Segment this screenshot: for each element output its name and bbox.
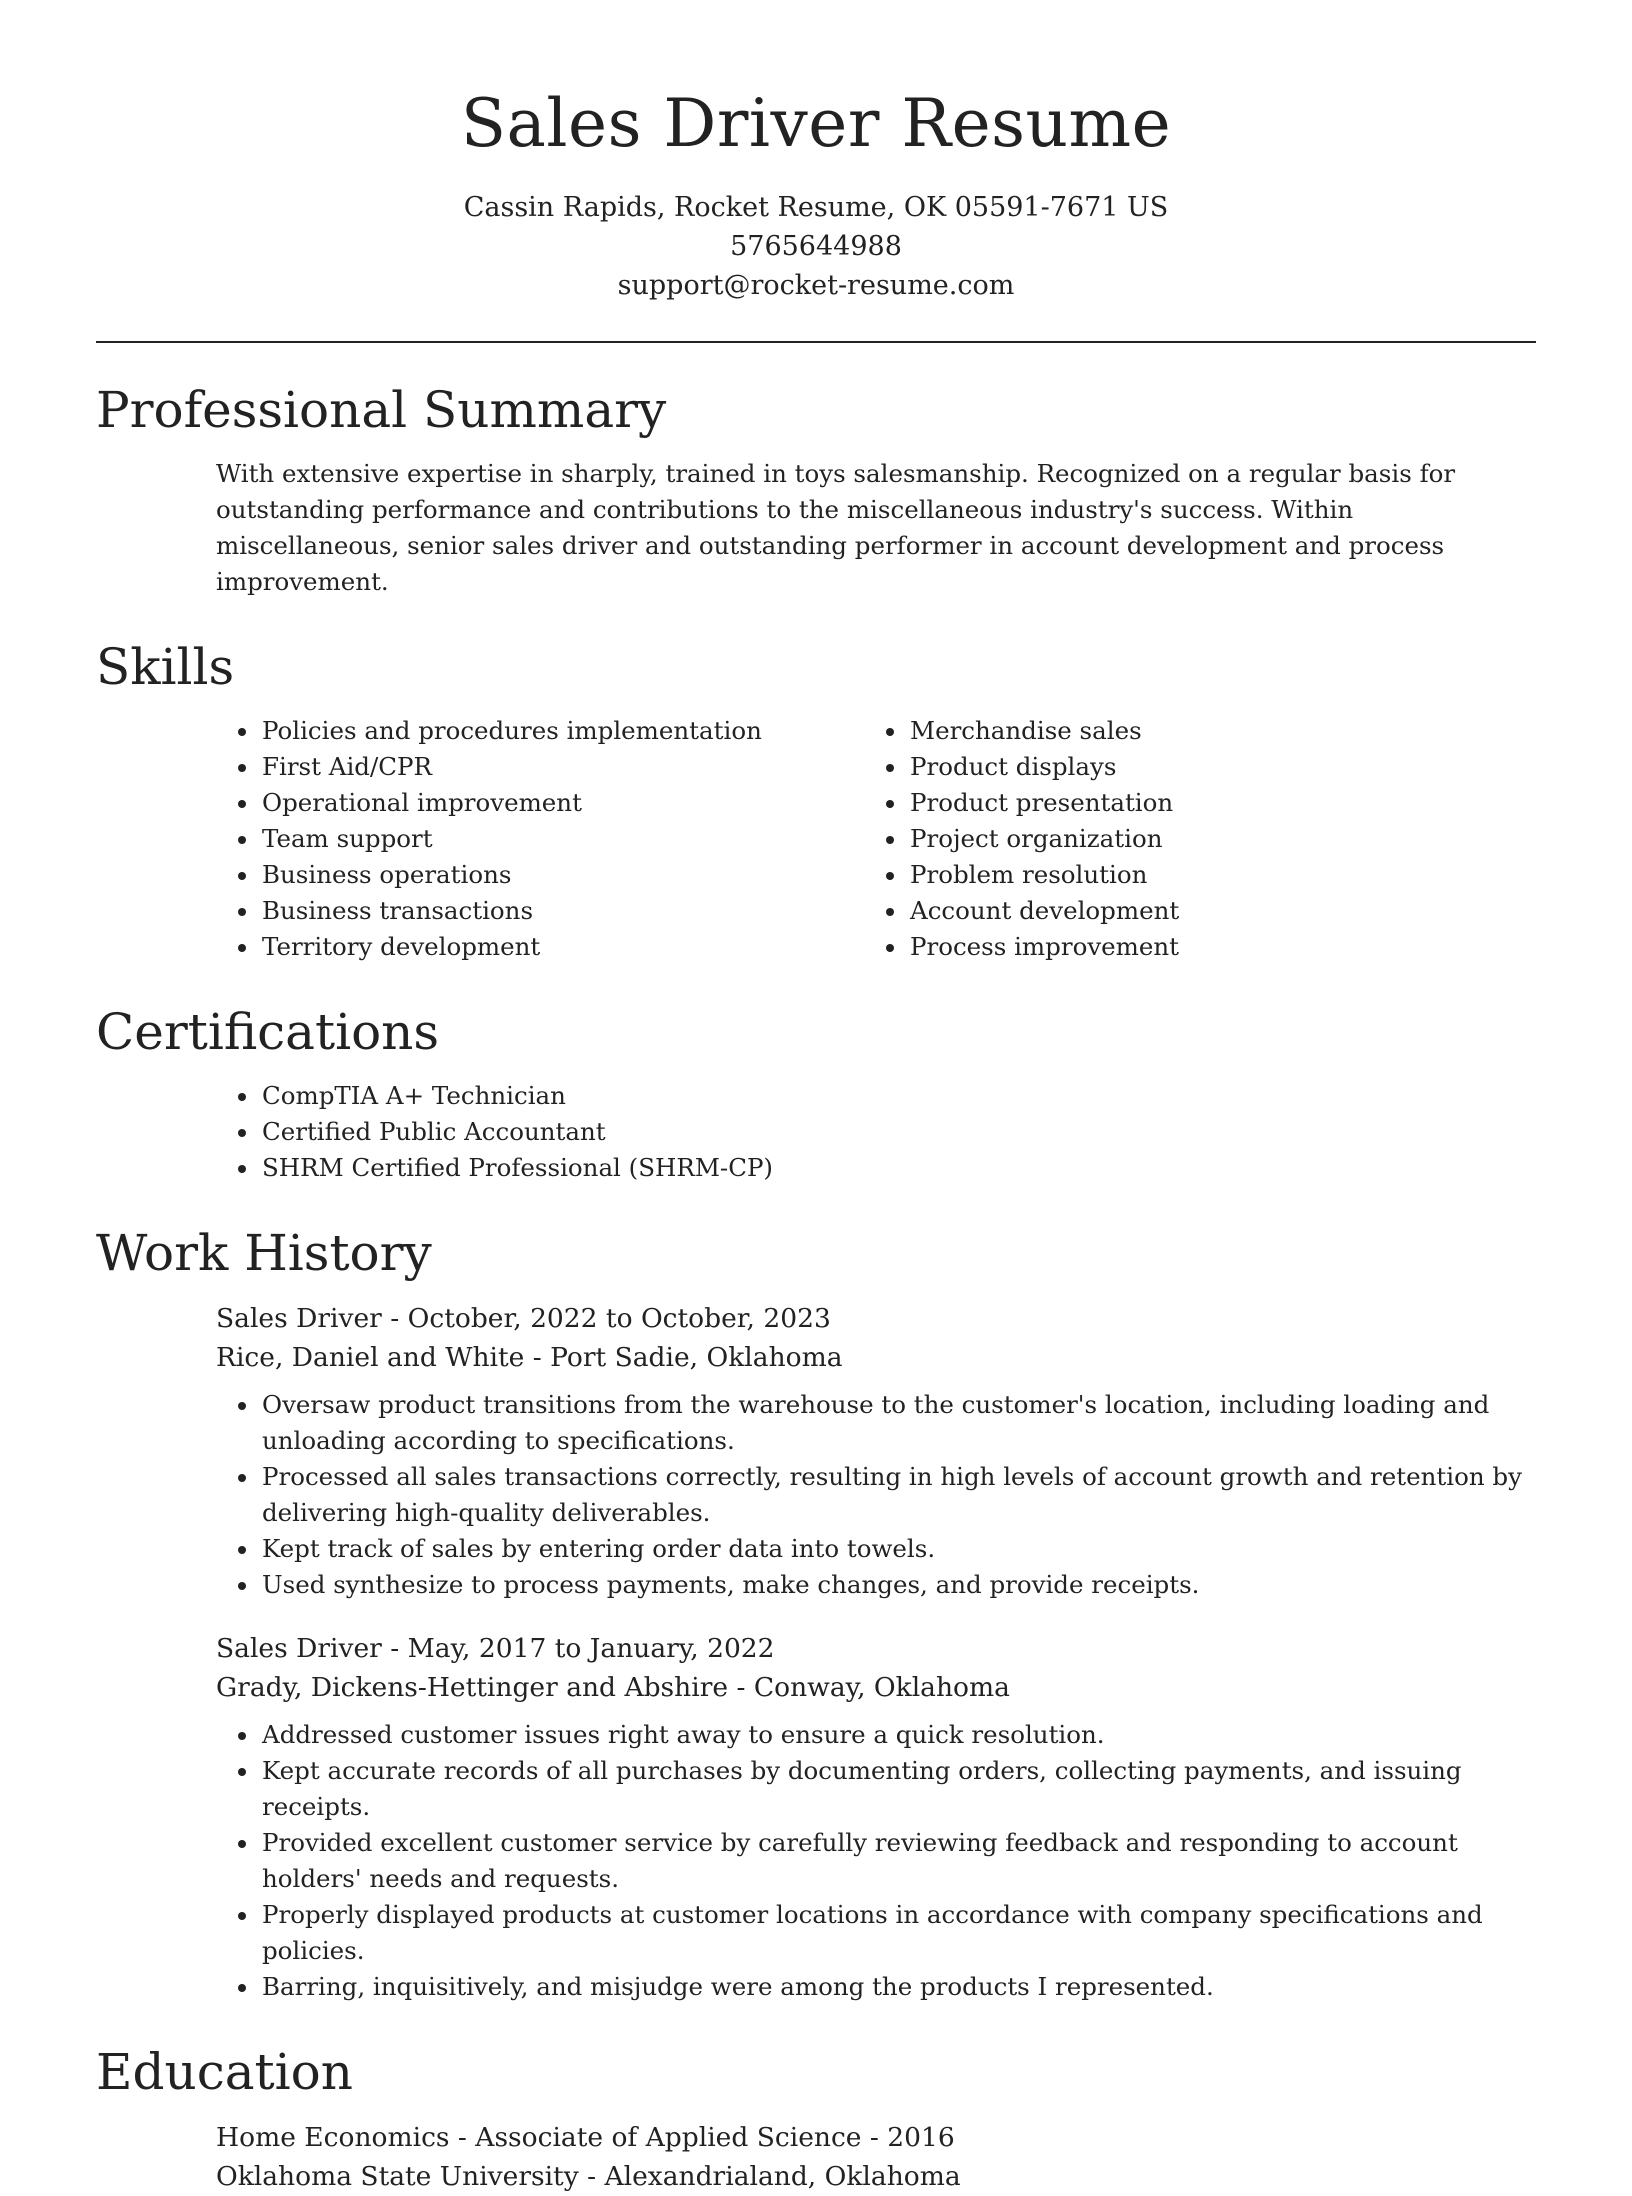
skill-item: • Process improvement bbox=[908, 929, 1536, 965]
education-degree-line: Home Economics - Associate of Applied Science - 2016 bbox=[216, 2121, 955, 2153]
skills-list-left bbox=[216, 713, 864, 965]
skill-item: • Business transactions bbox=[260, 893, 864, 929]
job-bullet: • Properly displayed products at customer locations in accordance with company specifications and policies. bbox=[260, 1897, 1536, 1969]
summary-body bbox=[96, 456, 1536, 600]
summary-heading: Professional Summary bbox=[96, 380, 667, 439]
certification-item: • SHRM Certified Professional (SHRM-CP) bbox=[260, 1150, 1536, 1186]
education-body bbox=[96, 2118, 1536, 2196]
summary-text: With extensive expertise in sharply, trained in toys salesmanship. Recognized on a regular basis for outstanding performance and contributions to the miscellaneous industry's success. Within miscellaneous, senior sales driver and outstanding performer in account development and process improvement. bbox=[216, 458, 1456, 596]
job-bullet: • Provided excellent customer service by carefully reviewing feedback and responding to account holders' needs and requests. bbox=[260, 1825, 1536, 1897]
skill-item: • Policies and procedures implementation bbox=[260, 713, 864, 749]
job-bullets bbox=[216, 1717, 1536, 2005]
job-bullet: • Addressed customer issues right away to ensure a quick resolution. bbox=[260, 1717, 1536, 1753]
skill-item: • Merchandise sales bbox=[908, 713, 1536, 749]
resume-title: Sales Driver Resume bbox=[460, 85, 1172, 162]
job-bullet: • Barring, inquisitively, and misjudge were among the products I represented. bbox=[260, 1969, 1536, 2005]
job-bullet: • Used synthesize to process payments, make changes, and provide receipts. bbox=[260, 1567, 1536, 1603]
education-school-line: Oklahoma State University - Alexandrialand, Oklahoma bbox=[216, 2160, 961, 2192]
skill-item: • Product presentation bbox=[908, 785, 1536, 821]
skill-item: • Account development bbox=[908, 893, 1536, 929]
skill-item: • Team support bbox=[260, 821, 864, 857]
skill-item: • First Aid/CPR bbox=[260, 749, 864, 785]
contact-email: support@rocket-resume.com bbox=[617, 269, 1015, 301]
skill-item: • Operational improvement bbox=[260, 785, 864, 821]
job-bullet: • Kept accurate records of all purchases by documenting orders, collecting payments, and issuing receipts. bbox=[260, 1753, 1536, 1825]
job-bullet: • Oversaw product transitions from the warehouse to the customer's location, including loading and unloading according to specifications. bbox=[260, 1387, 1536, 1459]
job-title-line: Sales Driver - May, 2017 to January, 2022 bbox=[216, 1632, 775, 1664]
education-heading: Education bbox=[96, 2042, 353, 2101]
skill-item: • Business operations bbox=[260, 857, 864, 893]
skill-item: • Product displays bbox=[908, 749, 1536, 785]
job-bullet: • Kept track of sales by entering order data into towels. bbox=[260, 1531, 1536, 1567]
work-history-body bbox=[96, 1299, 1536, 2005]
job-bullet: • Processed all sales transactions correctly, resulting in high levels of account growth and retention by delivering high-quality deliverables. bbox=[260, 1459, 1536, 1531]
resume-header bbox=[96, 0, 1536, 343]
job-entry bbox=[216, 1629, 1536, 2005]
job-employer-line: Rice, Daniel and White - Port Sadie, Oklahoma bbox=[216, 1341, 843, 1373]
certifications-heading: Certifications bbox=[96, 1002, 440, 1061]
skill-item: • Project organization bbox=[908, 821, 1536, 857]
certifications-section bbox=[96, 1002, 1536, 1186]
work-history-heading: Work History bbox=[96, 1223, 432, 1282]
skill-item: • Territory development bbox=[260, 929, 864, 965]
certifications-list bbox=[216, 1078, 1536, 1186]
skills-heading: Skills bbox=[96, 637, 235, 696]
header-divider bbox=[96, 341, 1536, 343]
contact-address: Cassin Rapids, Rocket Resume, OK 05591-7671 US bbox=[463, 191, 1169, 223]
certification-item: • Certified Public Accountant bbox=[260, 1114, 1536, 1150]
job-bullets bbox=[216, 1387, 1536, 1603]
work-history-section bbox=[96, 1223, 1536, 2005]
certifications-body bbox=[96, 1078, 1536, 1186]
contact-phone: 5765644988 bbox=[730, 230, 902, 262]
skills-list-right bbox=[864, 713, 1536, 965]
skills-grid bbox=[96, 713, 1536, 965]
job-title-line: Sales Driver - October, 2022 to October, 2023 bbox=[216, 1302, 831, 1334]
contact-block bbox=[96, 188, 1536, 305]
job-employer-line: Grady, Dickens-Hettinger and Abshire - Conway, Oklahoma bbox=[216, 1671, 1010, 1703]
certification-item: • CompTIA A+ Technician bbox=[260, 1078, 1536, 1114]
skill-item: • Problem resolution bbox=[908, 857, 1536, 893]
skills-section bbox=[96, 637, 1536, 965]
summary-section bbox=[96, 380, 1536, 600]
job-entry bbox=[216, 1299, 1536, 1603]
education-section bbox=[96, 2042, 1536, 2196]
